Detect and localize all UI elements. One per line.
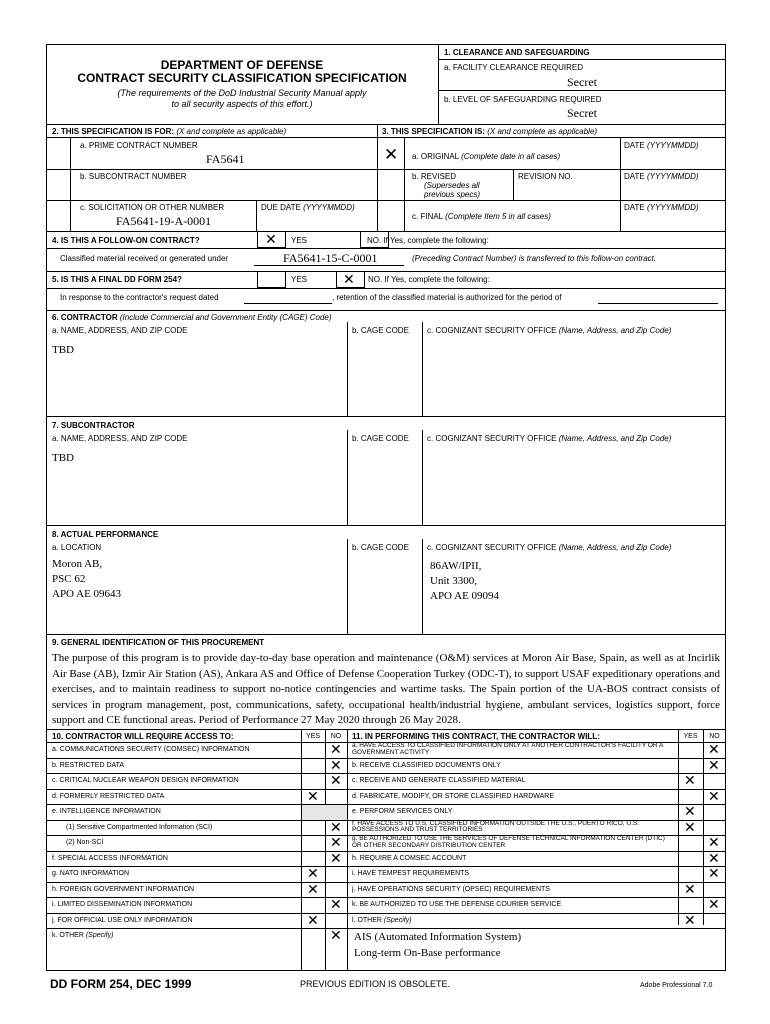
- s10-item-label: (2) Non-SCI: [66, 839, 104, 846]
- s11-item-3: [352, 793, 674, 801]
- s2-title-note: (X and complete as applicable): [176, 127, 287, 136]
- s11-item-5-check-icon[interactable]: ✕: [684, 819, 696, 836]
- s1-facility-value[interactable]: Secret: [567, 75, 597, 89]
- rule: [46, 773, 347, 774]
- s11-item-8: [352, 870, 674, 878]
- s10-item-1: [52, 762, 124, 770]
- s6-contractor-value[interactable]: TBD: [52, 344, 74, 356]
- rule: [46, 789, 347, 790]
- s11-item-label: e. PERFORM SERVICES ONLY: [352, 808, 453, 815]
- s4-yes-check-icon: ✕: [265, 232, 277, 248]
- s8-cage-label: b. CAGE CODE: [352, 543, 409, 552]
- s4-line-label: Classified material received or generated under: [60, 254, 229, 263]
- s3-title-row: [382, 127, 597, 136]
- s11-item-11-check-icon[interactable]: ✕: [684, 912, 696, 929]
- header-dept: DEPARTMENT OF DEFENSE: [160, 58, 324, 72]
- s10-item-6-check-icon[interactable]: ✕: [330, 835, 342, 851]
- s2-subcontract-label: b. SUBCONTRACT NUMBER: [80, 172, 187, 181]
- rule: [347, 928, 726, 929]
- s3-revised-note-2: previous specs): [424, 190, 481, 199]
- s11-title: 11. IN PERFORMING THIS CONTRACT, THE CONTRACTOR WILL:: [352, 732, 600, 741]
- s10-item-8-check-icon[interactable]: ✕: [307, 866, 319, 882]
- footer-obsolete: PREVIOUS EDITION IS OBSOLETE.: [300, 979, 451, 989]
- s2-due-date-header: [261, 203, 355, 212]
- s10-item-0-check-icon[interactable]: ✕: [330, 742, 342, 758]
- rule: [347, 897, 726, 898]
- s6-cso-label: c. COGNIZANT SECURITY OFFICE: [427, 326, 557, 335]
- s10-shaded-cell: [302, 805, 347, 820]
- s3-final-label: c. FINAL: [412, 212, 443, 221]
- s10-item-label: h. FOREIGN GOVERNMENT INFORMATION: [52, 885, 195, 893]
- rule: [46, 835, 347, 836]
- s3-date-b-header: [624, 172, 699, 181]
- rule: [347, 866, 726, 867]
- rule: [46, 928, 347, 929]
- s6-title: 6. CONTRACTOR: [52, 313, 118, 322]
- rule: [347, 773, 726, 774]
- s10-item-2: [52, 777, 239, 785]
- s2-due-date-label: DUE DATE: [261, 203, 301, 212]
- s5-yes-label: YES: [291, 275, 308, 284]
- rule: [46, 897, 347, 898]
- s10-title: 10. CONTRACTOR WILL REQUIRE ACCESS TO:: [52, 732, 234, 741]
- s7-title: 7. SUBCONTRACTOR: [52, 421, 135, 430]
- header-subtitle-2: to all security aspects of this effort.): [171, 99, 313, 109]
- s5-retention-text: , retention of the classified material is authorized for the period of: [332, 293, 562, 302]
- s11-item-label: b. RECEIVE CLASSIFIED DOCUMENTS ONLY: [352, 761, 501, 769]
- s11-no-header: NO: [709, 733, 720, 740]
- s10-item-12-check-icon[interactable]: ✕: [330, 928, 342, 944]
- s10-item-3: [52, 793, 164, 801]
- s1-title: 1. CLEARANCE AND SAFEGUARDING: [444, 48, 590, 57]
- s3-original-note: (Complete date in all cases): [461, 152, 561, 161]
- s3-date-a-header: [624, 141, 699, 150]
- s11-item-label: i. HAVE TEMPEST REQUIREMENTS: [352, 870, 470, 877]
- s8-location-label: a. LOCATION: [52, 543, 102, 552]
- rule: [347, 789, 726, 790]
- s1-facility-label: a. FACILITY CLEARANCE REQUIRED: [444, 63, 583, 72]
- s9-title: 9. GENERAL IDENTIFICATION OF THIS PROCUREMENT: [52, 638, 265, 647]
- s4-title: 4. IS THIS A FOLLOW-ON CONTRACT?: [52, 236, 200, 245]
- s10-item-8: [52, 870, 129, 878]
- s2-solicitation-label: c. SOLICITATION OR OTHER NUMBER: [80, 203, 225, 212]
- s8-title: 8. ACTUAL PERFORMANCE: [52, 530, 159, 539]
- s10-item-10-check-icon[interactable]: ✕: [330, 897, 342, 913]
- s11-item-label: c. RECEIVE AND GENERATE CLASSIFIED MATERIAL: [352, 777, 526, 784]
- s11-item-0-check-icon[interactable]: ✕: [708, 742, 720, 758]
- s11-item-4: [352, 808, 674, 816]
- rule: [347, 804, 726, 805]
- rule: [347, 758, 726, 759]
- s11-item-note: (Specify): [383, 916, 412, 924]
- rule: [46, 820, 347, 821]
- s11-other-text[interactable]: AIS (Automated Information System) Long-term On-Base performance: [354, 931, 522, 959]
- rule: [347, 882, 726, 883]
- s10-item-5: [66, 824, 212, 832]
- s11-item-9: [352, 886, 674, 894]
- s7-cso-row: [427, 434, 671, 443]
- rule: [46, 851, 347, 852]
- s11-item-3-check-icon[interactable]: ✕: [708, 788, 720, 805]
- s3-final-row: [412, 212, 551, 221]
- s8-location-value[interactable]: Moron AB, PSC 62 APO AE 09643: [52, 558, 122, 600]
- s3-revision-no-label: REVISION NO.: [518, 172, 573, 181]
- s11-item-7: [352, 855, 674, 863]
- s8-cso-note: (Name, Address, and Zip Code): [558, 543, 672, 552]
- s3-revised-note-1: (Supersedes all: [424, 181, 480, 190]
- s6-name-label: a. NAME, ADDRESS, AND ZIP CODE: [52, 326, 188, 335]
- s10-item-3-check-icon[interactable]: ✕: [307, 788, 319, 805]
- s5-no-label: NO. If Yes, complete the following:: [368, 275, 490, 284]
- s11-item-1: [352, 762, 674, 770]
- s10-item-label: (1) Sensitive Compartmented Information (SCI): [66, 823, 213, 831]
- s11-item-label: f. HAVE ACCESS TO U.S. CLASSIFIED INFORMATION OUTSIDE THE U.S., PUERTO RICO, U.S. POSSESSIONS AND TRUST TERRITORIES: [352, 819, 640, 833]
- s11-item-7-check-icon[interactable]: ✕: [708, 850, 720, 867]
- s6-title-row: [52, 313, 332, 322]
- s3-title: 3. THIS SPECIFICATION IS:: [382, 127, 485, 136]
- s4-yes-label: YES: [291, 236, 308, 245]
- s2-solicitation-value[interactable]: FA5641-19-A-0001: [116, 214, 212, 228]
- s11-item-1-check-icon[interactable]: ✕: [708, 757, 720, 774]
- s11-item-6-check-icon[interactable]: ✕: [708, 835, 720, 851]
- s10-item-2-check-icon[interactable]: ✕: [330, 773, 342, 789]
- s11-item-label: k. BE AUTHORIZED TO USE THE DEFENSE COURIER SERVICE: [352, 901, 562, 908]
- s11-item-label: g. BE AUTHORIZED TO USE THE SERVICES OF DEFENSE TECHNICAL INFORMATION CENTER (DTIC) OR OTHER SECONDARY DISTRIBUTION CENTER: [352, 835, 665, 849]
- s3-date-a-format: (YYYYMMDD): [646, 141, 699, 150]
- footer-software: Adobe Professional 7.0: [640, 982, 713, 989]
- s10-item-note: (Specify): [85, 932, 114, 939]
- s10-item-0: [52, 746, 250, 754]
- s10-item-label: f. SPECIAL ACCESS INFORMATION: [52, 854, 168, 862]
- s3-original-row: [412, 152, 560, 161]
- s1-safeguard-value[interactable]: Secret: [567, 106, 597, 120]
- s2-prime-label: a. PRIME CONTRACT NUMBER: [80, 141, 198, 150]
- s10-item-12: [52, 932, 113, 940]
- s10-item-6: [66, 839, 103, 847]
- rule: [46, 913, 347, 914]
- footer-form-id: DD FORM 254, DEC 1999: [50, 977, 192, 991]
- rule: [46, 866, 347, 867]
- s10-yes-header: YES: [305, 733, 320, 740]
- s10-item-7-check-icon[interactable]: ✕: [330, 850, 342, 867]
- s11-item-5: [352, 821, 674, 834]
- s3-original-check-icon[interactable]: ✕: [384, 145, 399, 165]
- s4-no-label: NO. If Yes, complete the following:: [367, 236, 489, 245]
- s3-final-note: (Complete Item 5 in all cases): [445, 212, 551, 221]
- s6-cage-label: b. CAGE CODE: [352, 326, 409, 335]
- s5-no-check-icon: ✕: [343, 272, 355, 288]
- s11-item-0: [352, 743, 674, 756]
- s10-item-label: d. FORMERLY RESTRICTED DATA: [52, 792, 165, 800]
- rule: [46, 758, 347, 759]
- s11-item-6: [352, 836, 674, 849]
- s10-item-label: c. CRITICAL NUCLEAR WEAPON DESIGN INFORMATION: [52, 777, 239, 784]
- s10-item-11: [52, 917, 193, 925]
- s7-cso-note: (Name, Address, and Zip Code): [558, 434, 672, 443]
- s11-item-4-check-icon[interactable]: ✕: [684, 804, 696, 820]
- s8-cso-value[interactable]: 86AW/IPII, Unit 3300, APO AE 09094: [430, 560, 500, 602]
- s7-cso-label: c. COGNIZANT SECURITY OFFICE: [427, 434, 557, 443]
- s10-item-label: b. RESTRICTED DATA: [52, 761, 125, 769]
- s10-item-label: e. INTELLIGENCE INFORMATION: [52, 808, 161, 815]
- s11-item-11: [352, 917, 674, 925]
- s1-safeguard-label: b. LEVEL OF SAFEGUARDING REQUIRED: [444, 95, 602, 104]
- s5-title: 5. IS THIS A FINAL DD FORM 254?: [52, 275, 182, 284]
- s2-title: 2. THIS SPECIFICATION IS FOR:: [52, 127, 175, 136]
- s8-cso-row: [427, 543, 671, 552]
- s11-item-label: l. OTHER: [352, 916, 382, 924]
- s10-item-11-check-icon[interactable]: ✕: [307, 912, 319, 929]
- s11-yes-header: YES: [683, 733, 698, 740]
- rule: [46, 742, 347, 743]
- rule: [347, 851, 726, 852]
- s8-cso-label: c. COGNIZANT SECURITY OFFICE: [427, 543, 557, 552]
- s10-item-label: i. LIMITED DISSEMINATION INFORMATION: [52, 901, 193, 908]
- header-title: CONTRACT SECURITY CLASSIFICATION SPECIFICATION: [77, 71, 407, 85]
- s10-item-10: [52, 901, 192, 909]
- s11-item-10-check-icon[interactable]: ✕: [708, 897, 720, 913]
- s11-item-8-check-icon[interactable]: ✕: [708, 866, 720, 882]
- s10-item-label: k. OTHER: [52, 932, 84, 939]
- s10-item-9: [52, 886, 194, 894]
- s11-item-10: [352, 901, 674, 909]
- s5-yes-box[interactable]: [257, 271, 286, 288]
- s3-date-b-label: DATE: [624, 172, 645, 181]
- s11-item-2: [352, 777, 674, 785]
- s10-no-header: NO: [330, 733, 342, 740]
- s3-date-c-format: (YYYYMMDD): [646, 203, 699, 212]
- s2-prime-value[interactable]: FA5641: [206, 152, 245, 166]
- s11-item-label: d. FABRICATE, MODIFY, OR STORE CLASSIFIED HARDWARE: [352, 792, 554, 800]
- s3-date-c-label: DATE: [624, 203, 645, 212]
- s6-cso-row: [427, 326, 671, 335]
- s3-date-a-label: DATE: [624, 141, 645, 150]
- s7-name-label: a. NAME, ADDRESS, AND ZIP CODE: [52, 434, 188, 443]
- s7-cage-label: b. CAGE CODE: [352, 434, 409, 443]
- s6-cso-note: (Name, Address, and Zip Code): [558, 326, 672, 335]
- s10-item-7: [52, 855, 168, 863]
- s3-date-b-format: (YYYYMMDD): [646, 172, 699, 181]
- s3-original-label: a. ORIGINAL: [412, 152, 459, 161]
- s3-title-note: (X and complete as applicable): [487, 127, 598, 136]
- s4-preceding-contract[interactable]: FA5641-15-C-0001: [283, 251, 378, 265]
- s2-title-row: [52, 127, 286, 136]
- s2-due-date-format: (YYYYMMDD): [303, 203, 355, 212]
- s10-item-label: a. COMMUNICATIONS SECURITY (COMSEC) INFORMATION: [52, 746, 250, 753]
- s11-item-label: j. HAVE OPERATIONS SECURITY (OPSEC) REQUIREMENTS: [352, 885, 550, 893]
- s9-procurement-text[interactable]: The purpose of this program is to provide day-to-day base operation and maintenance (O&M) services at Moron Air Base, Spain, as well as at Incirlik Air Base (AB), Izmir Air Station (AS), Ankara AS and Office of Defense Cooperation Turkey (ODC-T), to support USAF expeditionary operations and exercises, and to maintain readiness to support no-notice contingencies and wartime tasks. The Spain portion of the UA-BOS contract consists of services in program management, post, communications, safety, occupational health/industrial hygiene, ambulant services, logistics support, force support and CE functional areas. Period of Performance 27 May 2020 through 26 May 2028.: [52, 652, 720, 726]
- s10-item-5-check-icon[interactable]: ✕: [330, 819, 342, 836]
- s10-item-1-check-icon[interactable]: ✕: [330, 757, 342, 774]
- s11-item-2-check-icon[interactable]: ✕: [684, 773, 696, 789]
- s11-item-9-check-icon[interactable]: ✕: [684, 881, 696, 898]
- s7-subcontractor-value[interactable]: TBD: [52, 452, 74, 464]
- s5-line-label: In response to the contractor's request dated: [60, 293, 219, 302]
- s4-transfer-note: (Preceding Contract Number) is transferred to this follow-on contract.: [412, 254, 657, 263]
- s11-item-label: h. REQUIRE A COMSEC ACCOUNT: [352, 854, 467, 862]
- s11-item-label: a. HAVE ACCESS TO CLASSIFIED INFORMATION ONLY AT ANOTHER CONTRACTOR'S FACILITY OR A GOVERNMENT ACTIVITY: [352, 742, 664, 756]
- s3-date-c-header: [624, 203, 699, 212]
- rule: [347, 913, 726, 914]
- s3-revised-label: b. REVISED: [412, 172, 457, 181]
- s10-item-label: g. NATO INFORMATION: [52, 870, 130, 877]
- header-subtitle-1: (The requirements of the DoD Industrial Security Manual apply: [117, 88, 367, 98]
- rule: [46, 882, 347, 883]
- s10-item-4: [52, 808, 161, 816]
- s6-title-note: (Include Commercial and Government Entity (CAGE) Code): [119, 313, 332, 322]
- s10-item-9-check-icon[interactable]: ✕: [307, 881, 319, 898]
- s10-item-label: j. FOR OFFICIAL USE ONLY INFORMATION: [52, 916, 193, 924]
